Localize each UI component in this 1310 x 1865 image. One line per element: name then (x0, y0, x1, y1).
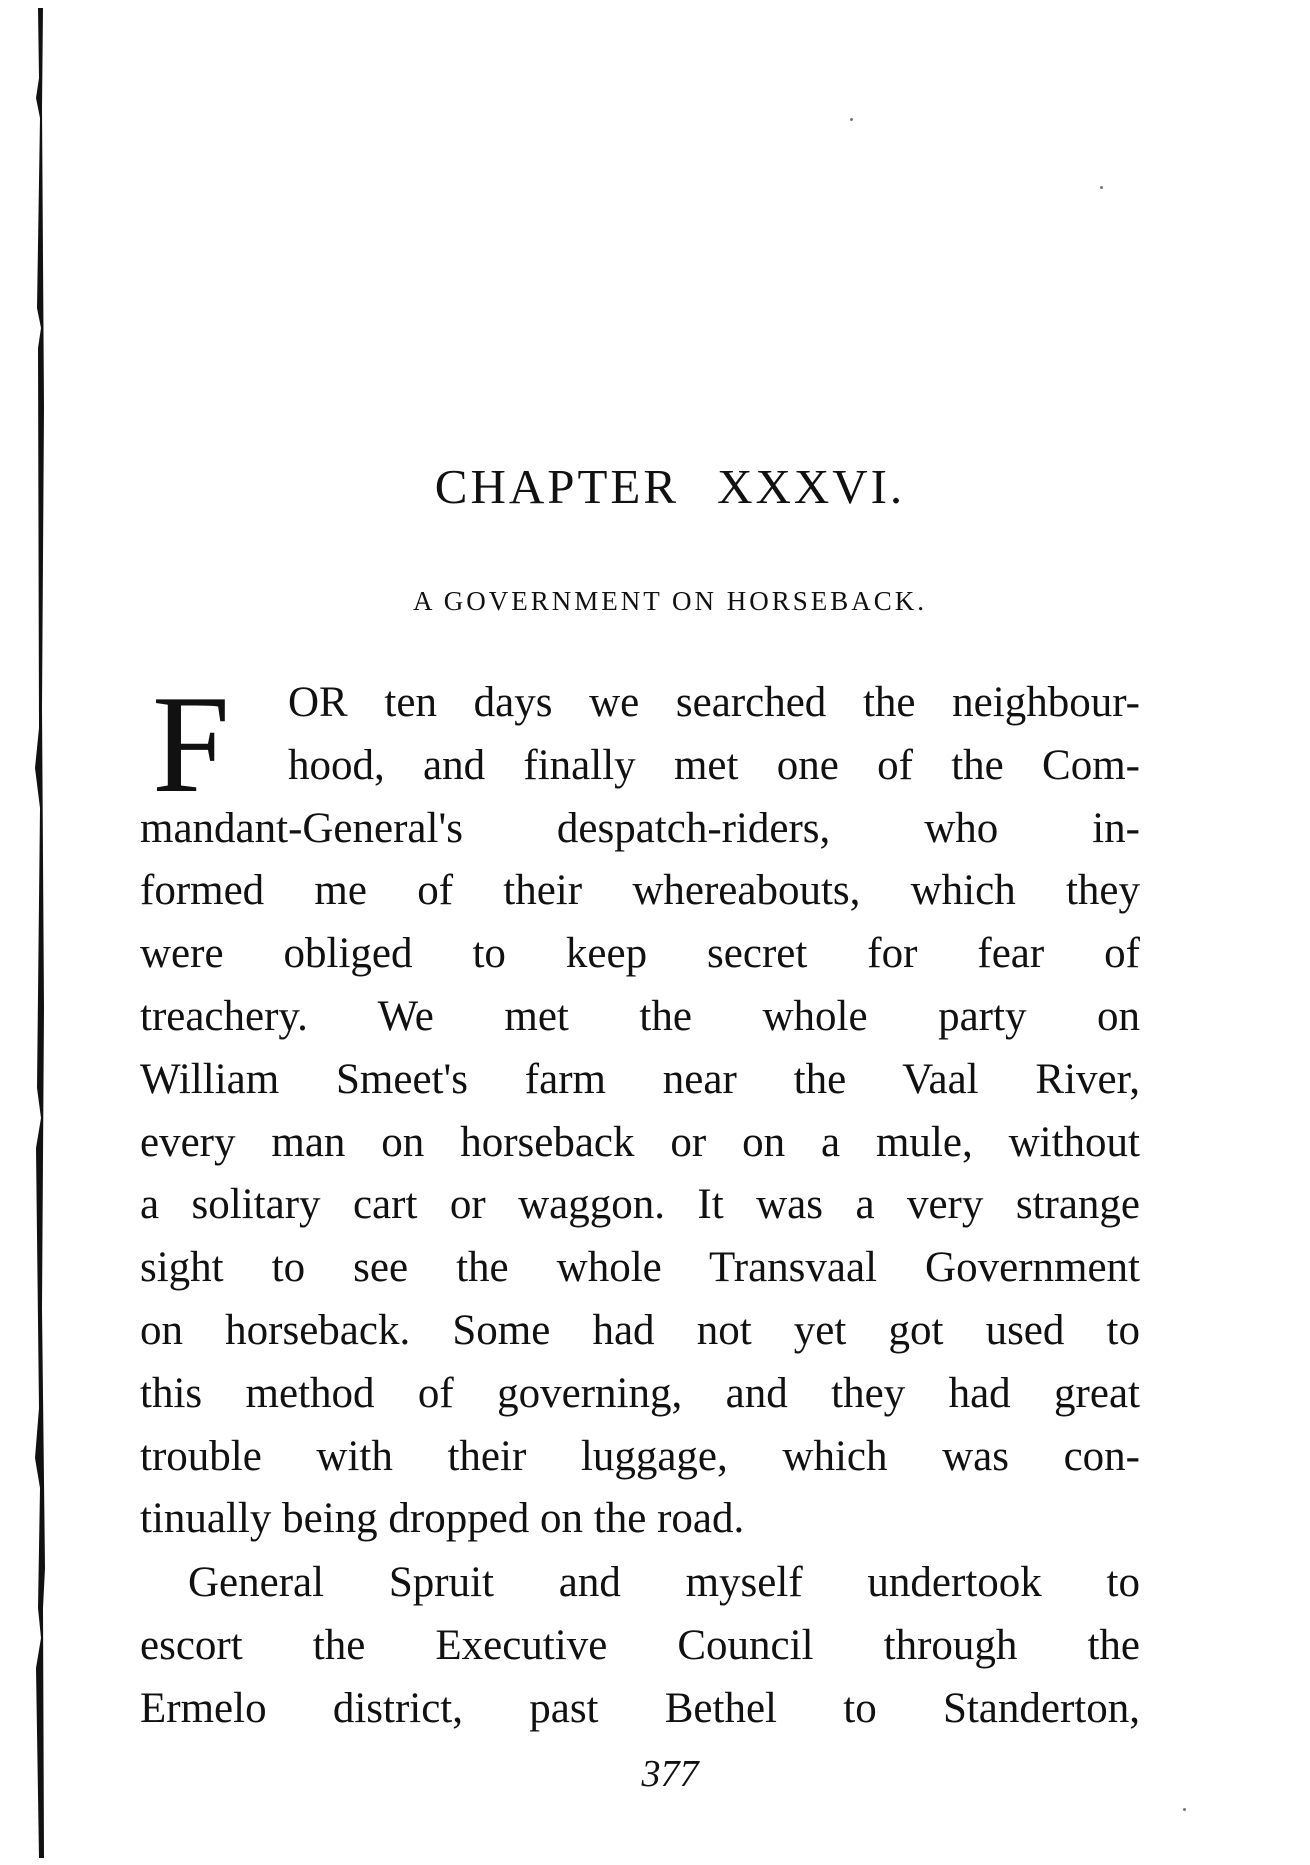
chapter-title (0, 459, 1310, 514)
text-line: escort the Executive Council through the (140, 1621, 1140, 1669)
scan-speck (850, 118, 853, 121)
page-number: 377 (641, 1753, 699, 1795)
text-line: every man on horseback or on a mule, without (140, 1118, 1140, 1166)
scan-speck (1183, 1808, 1186, 1811)
chapter-subtitle: A GOVERNMENT ON HORSEBACK. (412, 586, 928, 616)
paragraph-2 (140, 1552, 1140, 1740)
text-line: sight to see the whole Transvaal Government (140, 1244, 1140, 1292)
chapter-number: XXXVI. (717, 459, 906, 514)
text-line: tinually being dropped on the road. (140, 1495, 745, 1543)
text-line: formed me of their whereabouts, which they (140, 867, 1140, 915)
drop-cap: F (152, 667, 230, 822)
text-line: mandant-General's despatch-riders, who in- (140, 804, 1140, 852)
text-line: OR ten days we searched the neighbour- (288, 679, 1140, 726)
text-line: treachery. We met the whole party on (140, 992, 1140, 1040)
chapter-label: CHAPTER (434, 459, 680, 514)
text-line: General Spruit and myself undertook to (188, 1559, 1140, 1606)
paragraph-1 (140, 667, 1140, 1551)
text-line: on horseback. Some had not yet got used to (140, 1306, 1140, 1354)
text-line: Ermelo district, past Bethel to Standerton, (140, 1684, 1140, 1732)
text-line: this method of governing, and they had great (140, 1369, 1140, 1417)
scan-speck (1100, 186, 1103, 189)
text-line: William Smeet's farm near the Vaal River, (140, 1055, 1140, 1103)
text-line: a solitary cart or waggon. It was a very strange (140, 1181, 1140, 1229)
text-line: hood, and finally met one of the Com- (288, 741, 1140, 789)
text-line: trouble with their luggage, which was con- (140, 1432, 1140, 1480)
binding-edge (32, 8, 46, 1858)
text-line: were obliged to keep secret for fear of (140, 930, 1140, 978)
